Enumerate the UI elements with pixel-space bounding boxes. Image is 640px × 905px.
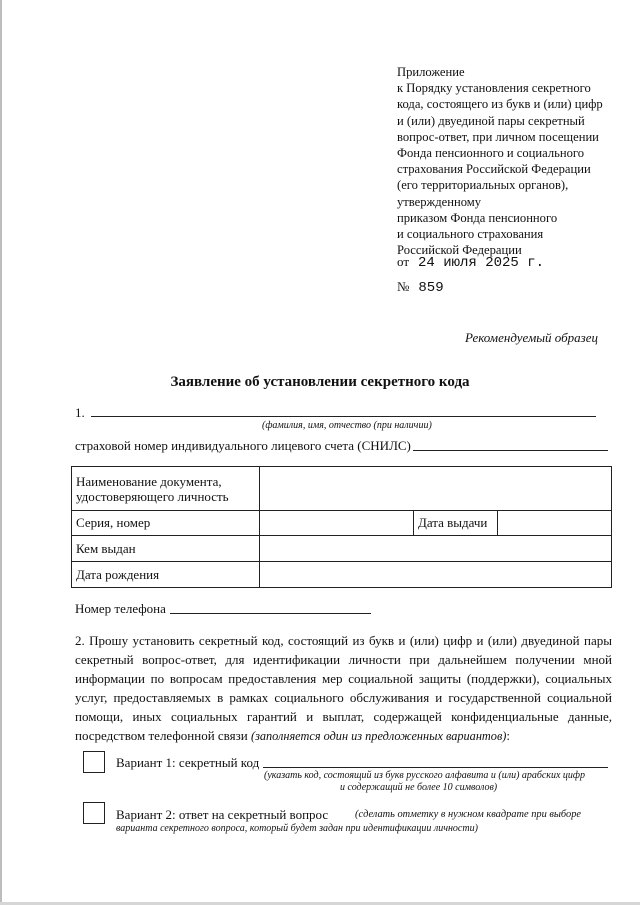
full-name-field[interactable] [91,403,596,417]
variant-1-checkbox[interactable] [83,751,105,773]
issued-by-field[interactable] [260,536,612,562]
appendix-line: и социального страхования [397,227,544,242]
appendix-line: утвержденному [397,194,482,209]
section-2-paragraph [75,631,612,746]
decree-date-value: 24 июля 2025 г. [418,255,545,271]
section-2-text: 2. Прошу установить секретный код, состоящий из букв и (или) цифр и (или) двуединой пары секретный вопрос-ответ, для идентификации личности при дальнейшем получении мной информации по вопросам предоставления мер социальной защиты (поддержки), социальных услуг, предоставляемых в рамках социального обслуживания и государственной социальной помощи, иных социальных гарантий и выплат, содержащей конфиденциальные данные, посредством телефонной связи [75,633,612,743]
birth-date-field[interactable] [260,562,612,588]
variant-1-label: Вариант 1: секретный код [116,755,260,770]
document-title: Заявление об установлении секретного кода [170,374,470,390]
variant-2-note-line-1: (сделать отметку в нужном квадрате при выборе [355,809,582,820]
recommended-sample-label: Рекомендуемый образец [464,330,598,345]
secret-code-field[interactable] [263,754,608,768]
phone-label: Номер телефона [75,601,166,616]
full-name-note: (фамилия, имя, отчество (при наличии) [262,420,432,431]
section-2-colon: : [506,728,511,743]
variant-1-note-line-1: (указать код, состоящий из букв русского алфавита и (или) арабских цифр [264,770,585,781]
snils-label: страховой номер индивидуального лицевого счета (СНИЛС) [75,438,411,453]
variant-2-note-line-2: варианта секретного вопроса, который будет задан при идентификации личности) [116,823,478,834]
appendix-line: страхования Российской Федерации [397,162,591,177]
decree-number-value: 859 [418,280,444,296]
issue-date-field[interactable] [498,511,612,536]
appendix-line: и (или) двуединой пары секретный [397,113,585,128]
decree-number [397,279,444,296]
series-number-field[interactable] [260,511,414,536]
appendix-header [397,64,627,258]
birth-date-label: Дата рождения [72,562,260,588]
phone-field[interactable] [170,600,371,614]
section-2-note: (заполняется один из предложенных вариантов) [250,729,507,743]
decree-number-prefix: № [397,279,410,294]
appendix-line: кода, состоящего из букв и (или) цифр [397,97,603,112]
appendix-line: приказом Фонда пенсионного [397,210,558,225]
issue-date-label: Дата выдачи [414,511,498,536]
variant-2-label: Вариант 2: ответ на секретный вопрос [116,807,329,822]
variant-1-note-line-2: и содержащий не более 10 символов) [340,782,498,793]
decree-date [397,254,544,271]
appendix-line: Российской Федерации [397,243,522,258]
identity-document-table [71,466,612,588]
appendix-line: (его территориальных органов), [397,178,569,193]
variant-2-checkbox[interactable] [83,802,105,824]
scan-left-edge [0,0,2,905]
appendix-line: вопрос-ответ, при личном посещении [397,129,599,144]
doc-name-label: Наименование документа, удостоверяющего личность [72,467,260,511]
snils-field[interactable] [413,437,608,451]
decree-date-prefix: от [397,254,410,269]
appendix-line: Фонда пенсионного и социального [397,146,585,161]
section-1-number: 1. [75,405,85,420]
series-number-label: Серия, номер [72,511,260,536]
issued-by-label: Кем выдан [72,536,260,562]
doc-name-field[interactable] [260,467,612,511]
appendix-line: к Порядку установления секретного [397,81,591,96]
appendix-line: Приложение [397,65,465,79]
